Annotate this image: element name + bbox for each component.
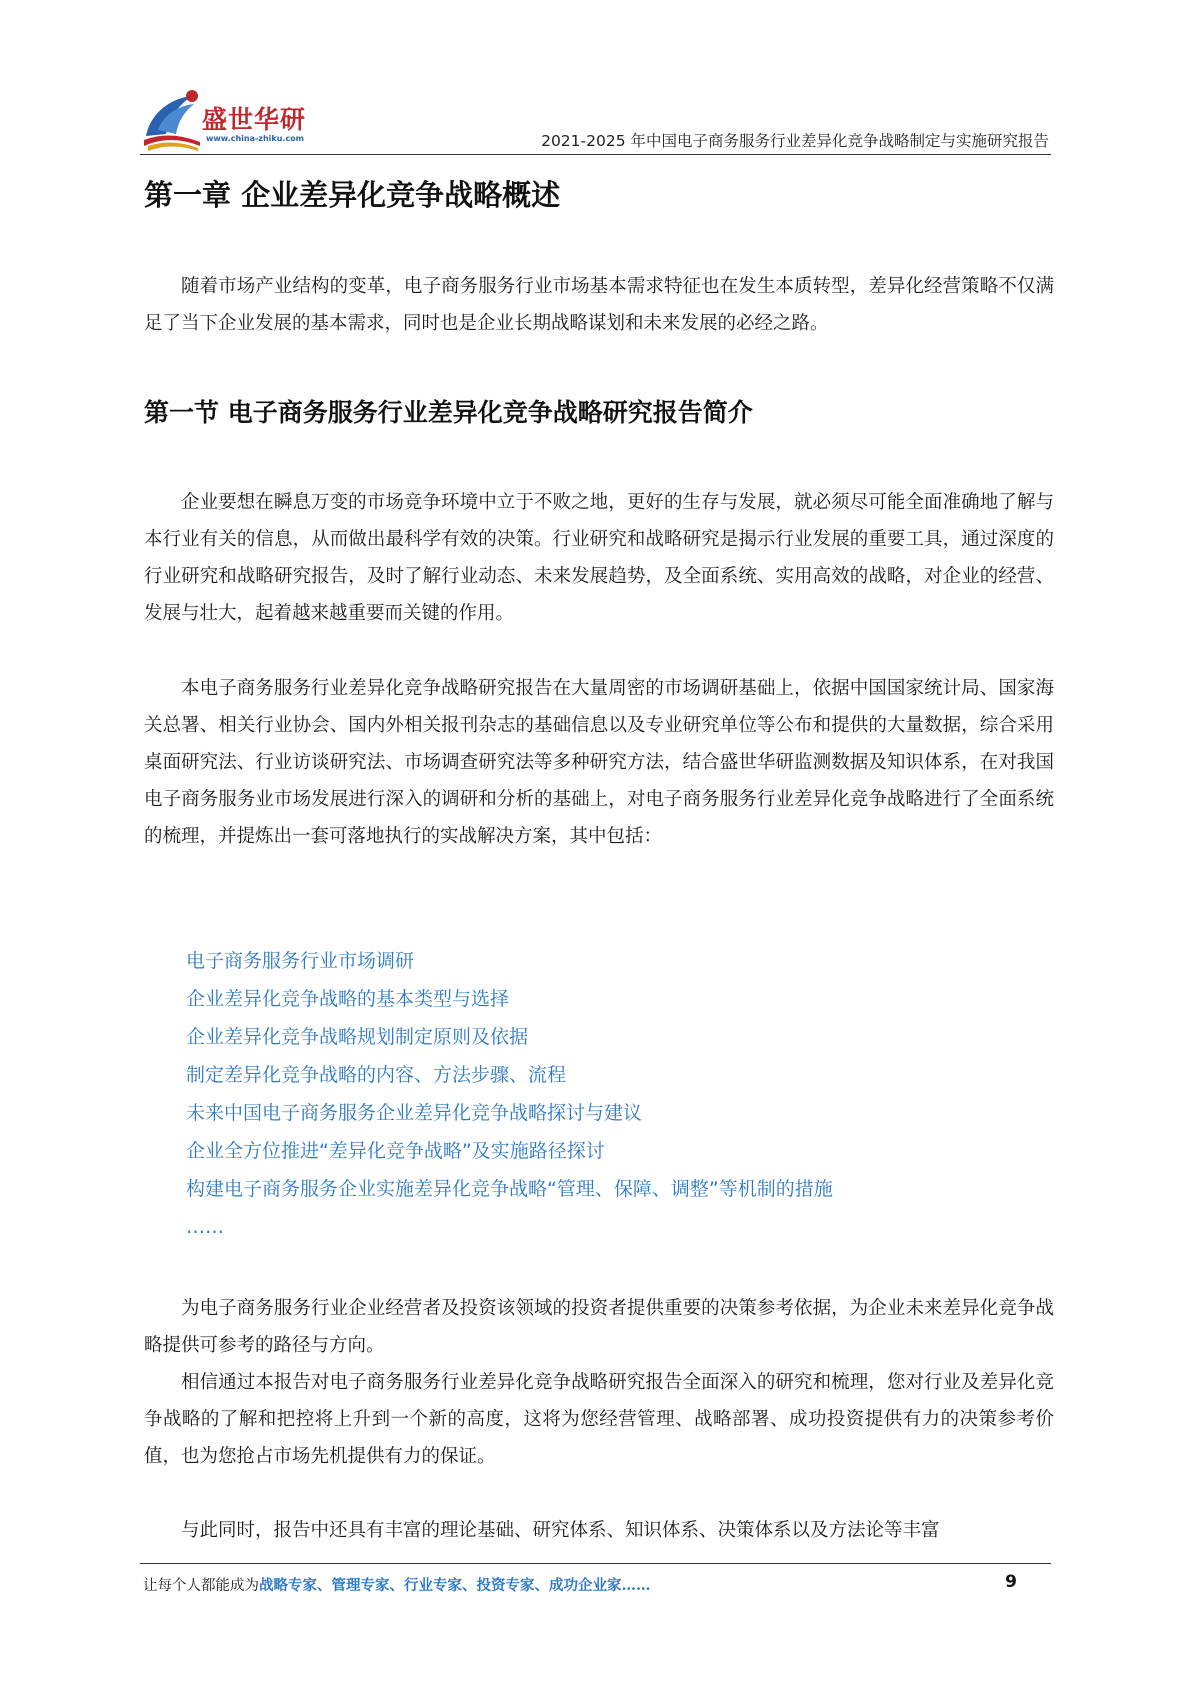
report-header-title: 2021-2025 年中国电子商务服务行业差异化竞争战略制定与实施研究报告 xyxy=(541,132,1049,150)
contents-ellipsis: …… xyxy=(186,1216,224,1238)
contents-link[interactable]: 企业差异化竞争战略规划制定原则及依据 xyxy=(186,1026,529,1048)
company-logo xyxy=(140,84,320,154)
contents-link[interactable]: 企业差异化竞争战略的基本类型与选择 xyxy=(186,988,510,1010)
contents-link[interactable]: 制定差异化竞争战略的内容、方法步骤、流程 xyxy=(186,1064,567,1086)
footer-slogan xyxy=(143,1574,651,1595)
logo-icon xyxy=(140,84,210,154)
page-number: 9 xyxy=(1005,1572,1017,1592)
body-paragraph: 相信通过本报告对电子商务服务行业差异化竞争战略研究报告全面深入的研究和梳理，您对行业及差异化竞争战略的了解和把控将上升到一个新的高度，这将为您经营管理、战略部署、成功投资提供有力的决策参考价值，也为您抢占市场先机提供有力的保证。 xyxy=(144,1372,1054,1467)
footer-divider xyxy=(140,1563,1051,1564)
body-paragraph: 与此同时，报告中还具有丰富的理论基础、研究体系、知识体系、决策体系以及方法论等丰富 xyxy=(181,1520,940,1541)
intro-paragraph: 随着市场产业结构的变革，电子商务服务行业市场基本需求特征也在发生本质转型，差异化经营策略不仅满足了当下企业发展的基本需求，同时也是企业长期战略谋划和未来发展的必经之路。 xyxy=(144,276,1054,334)
contents-link[interactable]: 电子商务服务行业市场调研 xyxy=(186,950,415,972)
contents-link[interactable]: 未来中国电子商务服务企业差异化竞争战略探讨与建议 xyxy=(186,1102,643,1124)
footer-slogan-prefix: 让每个人都能成为 xyxy=(143,1578,259,1594)
contents-link[interactable]: 构建电子商务服务企业实施差异化竞争战略“管理、保障、调整”等机制的措施 xyxy=(186,1178,833,1200)
chapter-title: 第一章 企业差异化竞争战略概述 xyxy=(144,178,561,212)
body-paragraph: 企业要想在瞬息万变的市场竞争环境中立于不败之地，更好的生存与发展，就必须尽可能全面准确地了解与本行业有关的信息，从而做出最科学有效的决策。行业研究和战略研究是揭示行业发展的重要工具，通过深度的行业研究和战略研究报告，及时了解行业动态、未来发展趋势，及全面系统、实用高效的战略，对企业的经营、发展与壮大，起着越来越重要而关键的作用。 xyxy=(144,492,1054,624)
body-paragraph: 本电子商务服务行业差异化竞争战略研究报告在大量周密的市场调研基础上，依据中国国家统计局、国家海关总署、相关行业协会、国内外相关报刊杂志的基础信息以及专业研究单位等公布和提供的大量数据，综合采用桌面研究法、行业访谈研究法、市场调查研究法等多种研究方法，结合盛世华研监测数据及知识体系，在对我国电子商务服务业市场发展进行深入的调研和分析的基础上，对电子商务服务行业差异化竞争战略进行了全面系统的梳理，并提炼出一套可落地执行的实战解决方案，其中包括： xyxy=(144,678,1054,847)
section-title: 第一节 电子商务服务行业差异化竞争战略研究报告简介 xyxy=(144,398,753,427)
logo-name: 盛世华研 xyxy=(202,105,307,134)
footer-slogan-highlight: 战略专家、管理专家、行业专家、投资专家、成功企业家…… xyxy=(259,1577,651,1594)
header-divider xyxy=(140,154,1051,155)
contents-link[interactable]: 企业全方位推进“差异化竞争战略”及实施路径探讨 xyxy=(186,1140,605,1162)
contents-list xyxy=(186,942,833,1246)
logo-url: www.china-zhiku.com xyxy=(206,134,305,143)
body-paragraph: 为电子商务服务行业企业经营者及投资该领域的投资者提供重要的决策参考依据，为企业未来差异化竞争战略提供可参考的路径与方向。 xyxy=(144,1298,1054,1356)
